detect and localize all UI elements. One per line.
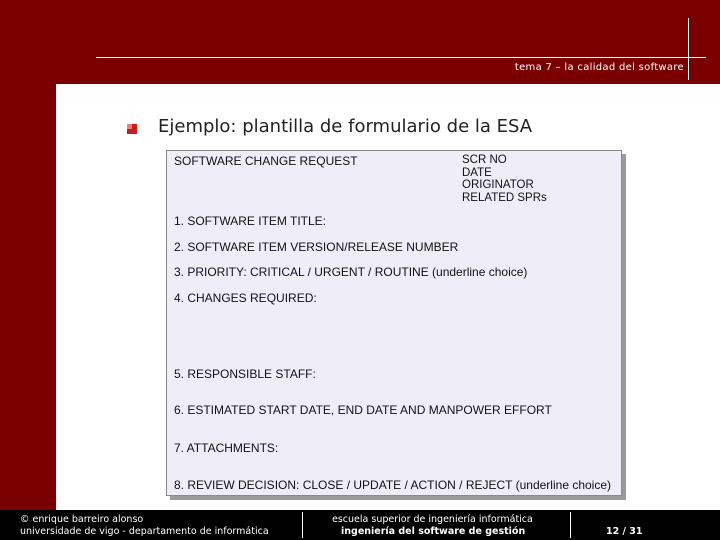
form-meta-date: DATE bbox=[462, 166, 492, 179]
footer-school: escuela superior de ingeniería informática bbox=[332, 514, 533, 525]
slide-heading: Ejemplo: plantilla de formulario de la ESA bbox=[158, 116, 533, 137]
footer-university: universidade de vigo - departamento de informática bbox=[20, 526, 269, 537]
form-meta-originator: ORIGINATOR bbox=[462, 179, 534, 191]
header-rule-vertical bbox=[688, 18, 689, 80]
header-title: tema 7 – la calidad del software bbox=[514, 62, 684, 73]
footer-separator bbox=[570, 512, 571, 538]
form-item-3: 3. PRIORITY: CRITICAL / URGENT / ROUTINE (underline choice) bbox=[174, 265, 528, 279]
bullet-icon bbox=[127, 124, 137, 134]
form-meta-scr-no: SCR NO bbox=[462, 154, 507, 166]
form-item-6: 6. ESTIMATED START DATE, END DATE AND MANPOWER EFFORT bbox=[174, 403, 552, 417]
form-item-5: 5. RESPONSIBLE STAFF: bbox=[174, 367, 316, 381]
footer-separator bbox=[302, 512, 303, 538]
form-meta-related-sprs: RELATED SPRs bbox=[462, 191, 547, 204]
form-item-2: 2. SOFTWARE ITEM VERSION/RELEASE NUMBER bbox=[174, 240, 459, 254]
form-item-7: 7. ATTACHMENTS: bbox=[174, 441, 279, 455]
page-number: 12 / 31 bbox=[606, 526, 643, 537]
left-band bbox=[0, 0, 56, 510]
form-meta-block bbox=[462, 154, 547, 204]
header-rule-horizontal bbox=[96, 57, 706, 58]
footer-author: © enrique barreiro alonso bbox=[20, 514, 144, 525]
footer-bar bbox=[0, 510, 720, 540]
form-item-8: 8. REVIEW DECISION: CLOSE / UPDATE / ACTION / REJECT (underline choice) bbox=[174, 478, 612, 492]
form-item-1: 1. SOFTWARE ITEM TITLE: bbox=[174, 214, 327, 228]
footer-degree: ingeniería del software de gestión bbox=[341, 526, 526, 537]
form-title: SOFTWARE CHANGE REQUEST bbox=[174, 154, 358, 168]
form-item-4: 4. CHANGES REQUIRED: bbox=[174, 291, 317, 305]
